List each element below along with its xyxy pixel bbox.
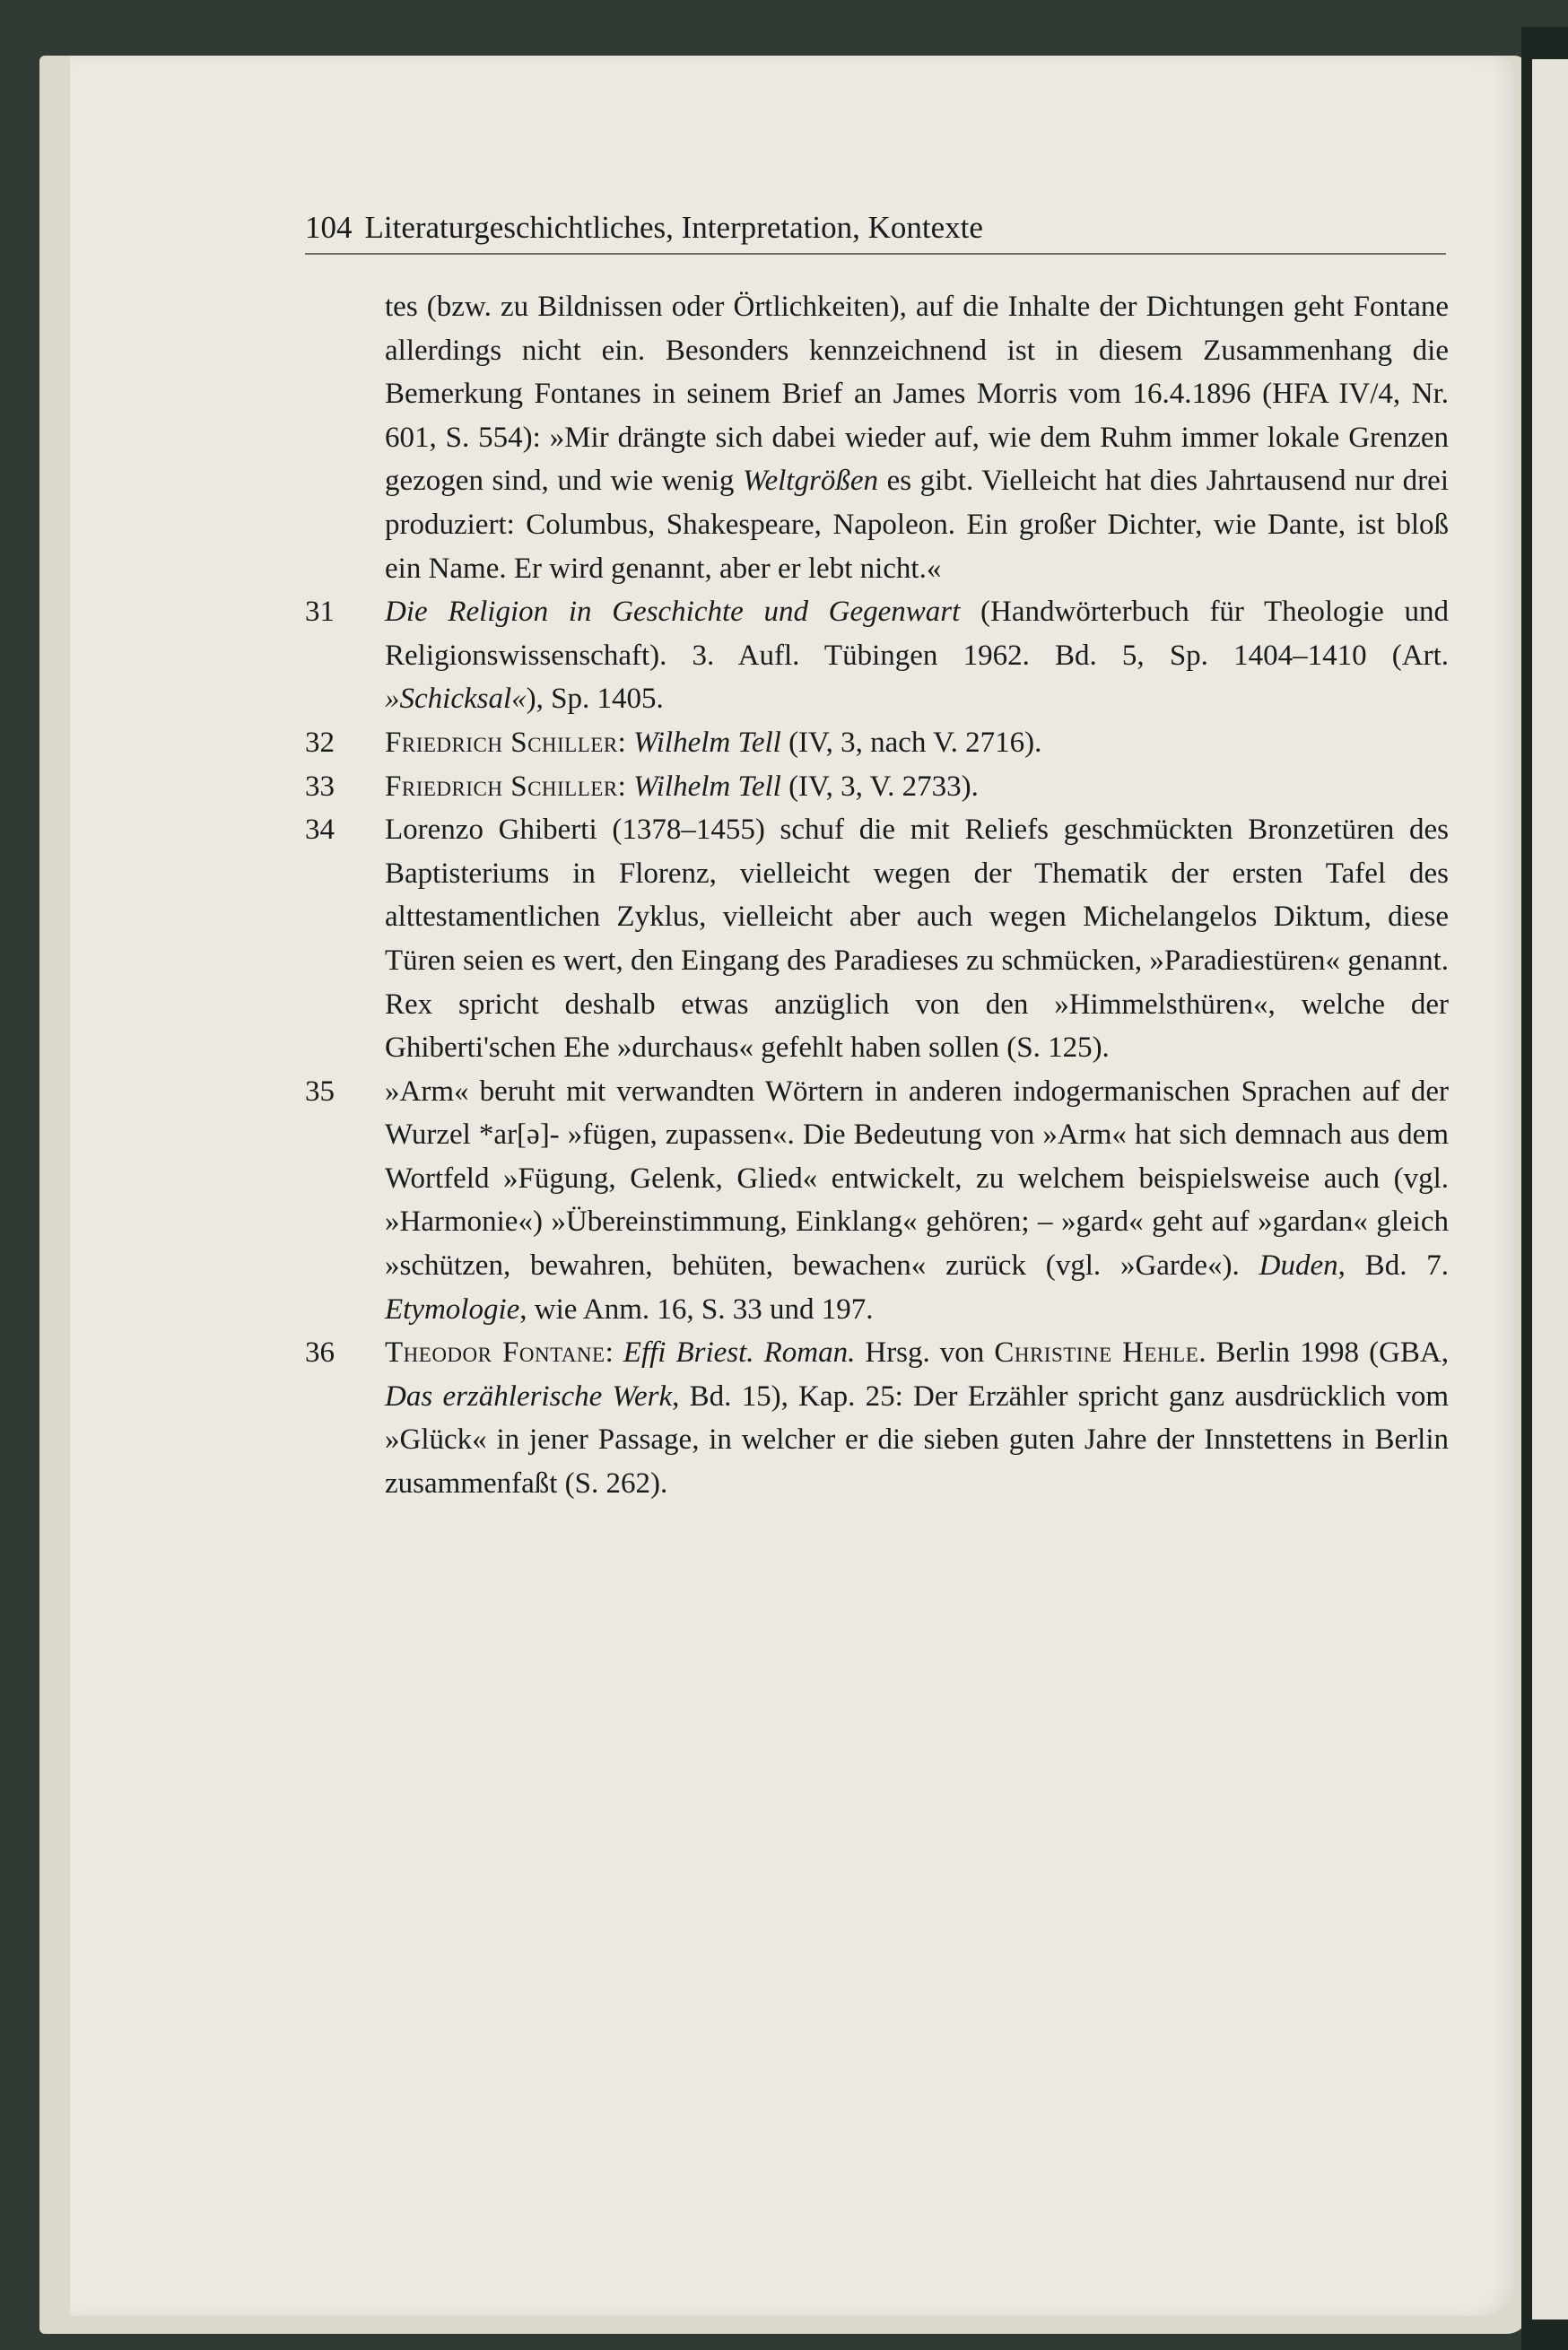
footnote-35 — [305, 1070, 1449, 1332]
footnote-text: Friedrich Schiller: Wilhelm Tell (IV, 3, nach V. 2716). — [385, 726, 1042, 759]
page-number: 104 — [305, 210, 353, 245]
footnote-36 — [305, 1331, 1449, 1505]
footnote-number: 32 — [305, 726, 335, 759]
footnote-33 — [305, 765, 1449, 809]
footnote-31 — [305, 590, 1449, 721]
footnote-34 — [305, 808, 1449, 1070]
footnote-text: »Arm« beruht mit verwandten Wörtern in anderen indogermanischen Sprachen auf der Wurzel *ar[ə]- »fügen, zupassen«. Die Bedeutung von »Arm« hat sich demnach aus dem Wortfeld »Fügung, Gelenk, Glied« entwickelt, zu welchem beispielsweise auch (vgl. »Harmonie«) »Übereinstimmung, Einklang« gehören; – »gard« geht auf »gardan« gleich »schützen, bewahren, behüten, bewachen« zurück (vgl. »Garde«). Duden, Bd. 7. Etymologie, wie Anm. 16, S. 33 und 197. — [385, 1075, 1450, 1326]
footnote-text: Die Religion in Geschichte und Gegenwart (Handwörterbuch für Theologie und Religionswissenschaft). 3. Aufl. Tübingen 1962. Bd. 5, Sp. 1404–1410 (Art. »Schicksal«), Sp. 1405. — [385, 596, 1449, 716]
footnote-text: Theodor Fontane: Effi Briest. Roman. Hrsg. von Christine Hehle. Berlin 1998 (GBA, Das erzählerische Werk, Bd. 15), Kap. 25: Der Erzähler spricht ganz ausdrücklich vom »Glück« in jener Passage, in welcher er die sieben guten Jahre der Innstettens in Berlin zusammenfaßt (S. 262). — [385, 1336, 1449, 1501]
page-body — [305, 285, 1449, 1506]
footnote-number: 35 — [305, 1075, 335, 1108]
footnote-number: 31 — [305, 596, 335, 629]
continued-note-text: tes (bzw. zu Bildnissen oder Örtlichkeiten), auf die Inhalte der Dichtungen geht Fontane allerdings nicht ein. Besonders kennzeichnend ist in diesem Zusammenhang die Bemerkung Fontanes in seinem Brief an James Morris vom 16.4.1896 (HFA IV/4, Nr. 601, S. 554): »Mir drängte sich dabei wieder auf, wie dem Ruhm immer lokale Grenzen gezogen sind, und wie wenig Weltgrößen es gibt. Vielleicht hat dies Jahrtausend nur drei produziert: Columbus, Shakespeare, Napoleon. Ein großer Dichter, wie Dante, ist bloß ein Name. Er wird genannt, aber er lebt nicht.« — [385, 291, 1449, 585]
facing-page-edge — [1532, 59, 1568, 2320]
running-header — [305, 208, 1446, 248]
footnote-number: 33 — [305, 770, 335, 803]
running-title: Literaturgeschichtliches, Interpretation, Kontexte — [364, 210, 983, 245]
footnote-text: Friedrich Schiller: Wilhelm Tell (IV, 3, V. 2733). — [385, 770, 979, 803]
header-rule — [305, 253, 1446, 255]
footnote-number: 34 — [305, 814, 335, 847]
footnote-32 — [305, 721, 1449, 765]
editor-name: Christine Hehle — [994, 1336, 1199, 1370]
author-name: Friedrich Schiller — [385, 770, 618, 803]
footnote-text: Lorenzo Ghiberti (1378–1455) schuf die mit Reliefs geschmückten Bronzetüren des Baptisteriums in Florenz, vielleicht wegen der Thematik der ersten Tafel des alttestamentlichen Zyklus, vielleicht aber auch wegen Michelangelos Diktum, diese Türen seien es wert, den Eingang des Paradieses zu schmücken, »Paradiestüren« genannt. Rex spricht deshalb etwas anzüglich von den »Himmelsthüren«, welche der Ghiberti'schen Ehe »durchaus« gefehlt haben sollen (S. 125). — [385, 814, 1449, 1065]
footnote-number: 36 — [305, 1336, 335, 1370]
author-name: Theodor Fontane — [385, 1336, 605, 1370]
author-name: Friedrich Schiller — [385, 726, 618, 759]
